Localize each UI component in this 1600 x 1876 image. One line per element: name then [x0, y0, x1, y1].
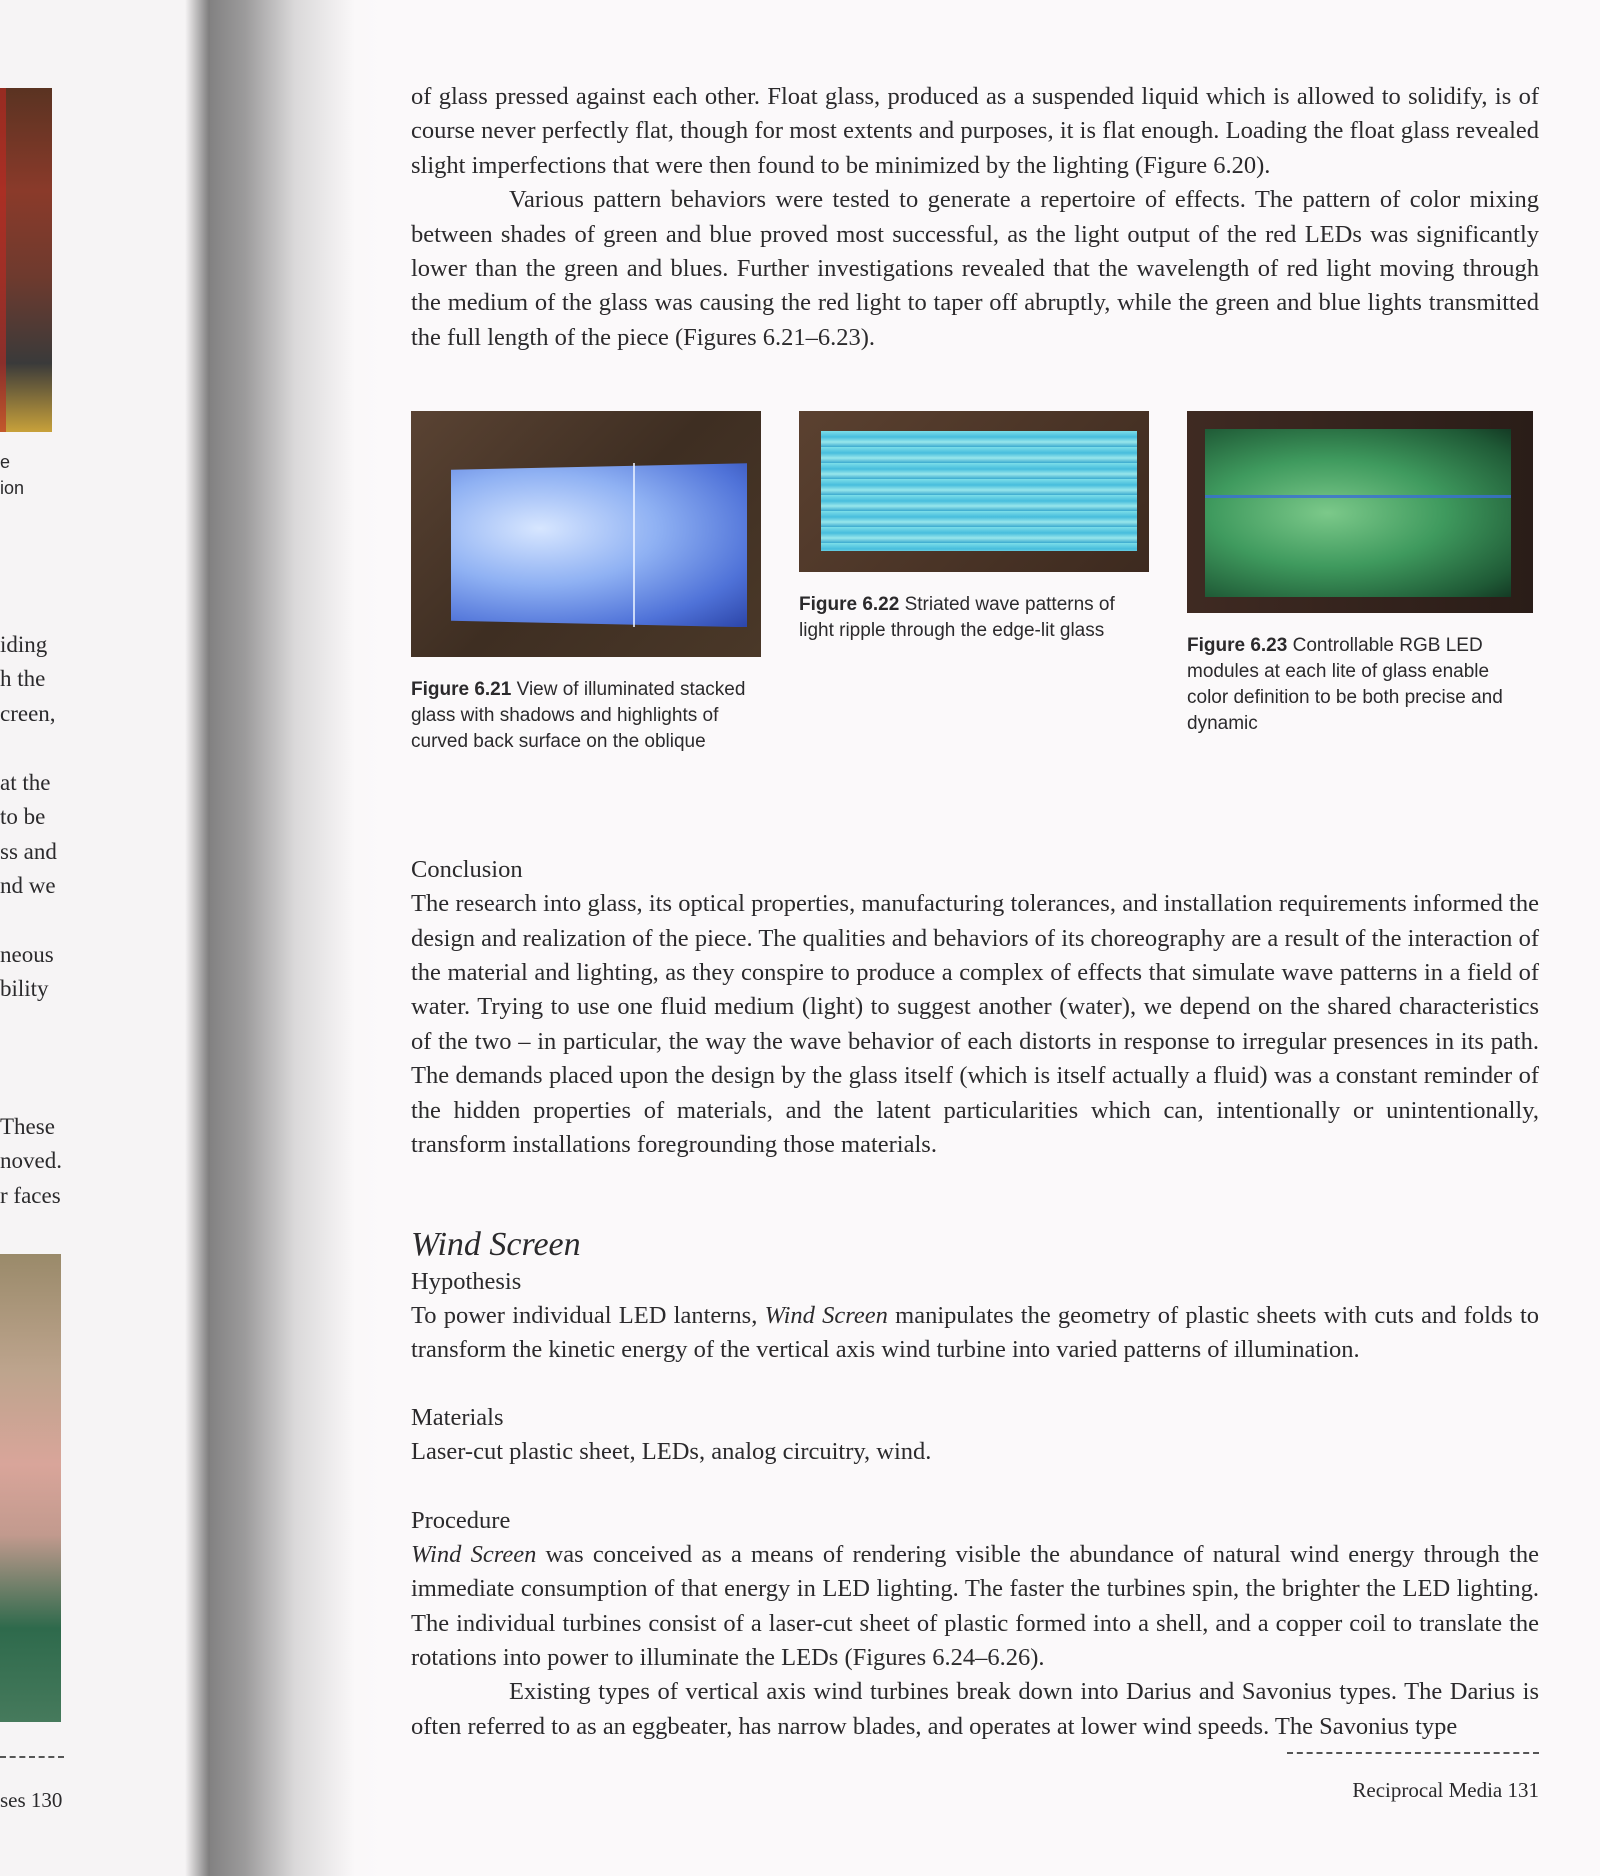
- previous-text-fragment: at the: [0, 770, 51, 795]
- procedure-paragraph: Existing types of vertical axis wind turbines break down into Darius and Savonius types. The Darius is often referred to as an eggbeater, has narrow blades, and operates at lower wind speeds. The Savonius type: [411, 1678, 1539, 1740]
- previous-text-fragment: bility: [0, 976, 49, 1001]
- figure-caption-text: Striated wave patterns of light ripple through the edge-lit glass: [799, 594, 1115, 642]
- figure-label: Figure 6.23: [1187, 635, 1288, 657]
- previous-caption-fragment: e: [0, 452, 11, 472]
- figure-6-21: [411, 411, 761, 755]
- previous-caption-fragment: ion: [0, 478, 25, 498]
- previous-text-fragment: ss and: [0, 839, 57, 864]
- page-folio: Reciprocal Media 131: [1352, 1778, 1539, 1802]
- conclusion-heading: Conclusion: [411, 856, 523, 884]
- previous-text-fragment: r faces: [0, 1183, 61, 1208]
- figure-caption: [799, 592, 1149, 644]
- book-page: [411, 80, 1539, 1744]
- previous-text-fragment: h the: [0, 666, 46, 691]
- conclusion-paragraph: The research into glass, its optical properties, manufacturing tolerances, and installation requirements informed the design and realization of the piece. The qualities and behaviors of its choreography are a result of the interaction of the material and lighting, as they conspire to produce a complex of effects that simulate wave patterns in a field of water. Trying to use one fluid medium (light) to suggest another (water), we depend on the shared characteristics of the two – in particular, the way the wave behavior of each distorts in response to irregular presences in its path. The demands placed upon the design by the glass itself (which is itself actually a fluid) was a constant reminder of the hidden properties of materials, and the latent particularities which can, intentionally or unintentionally, transform installations foregrounding those materials.: [411, 890, 1539, 1159]
- body-paragraph: of glass pressed against each other. Float glass, produced as a suspended liquid which is allowed to solidify, is of course never perfectly flat, though for most extents and purposes, it is flat enough. Loading the float glass revealed slight imperfections that were then found to be minimized by the lighting (Figure 6.20).: [411, 83, 1539, 179]
- figure-6-22: [799, 411, 1149, 644]
- previous-footer-rule: [0, 1756, 64, 1758]
- materials-heading: Materials: [411, 1404, 504, 1432]
- procedure-heading: Procedure: [411, 1506, 511, 1534]
- previous-page-photo-top: [0, 88, 52, 432]
- procedure-paragraph: Wind Screen was conceived as a means of rendering visible the abundance of natural wind energy through the immediate consumption of that energy in LED lighting. The faster the turbines spin, the brighter the LED lighting. The individual turbines consist of a laser-cut sheet of plastic formed into a shell, and a copper coil to translate the rotations into power to illuminate the LEDs (Figures 6.24–6.26).: [411, 1540, 1539, 1671]
- previous-text-fragment: to be: [0, 804, 46, 829]
- hypothesis-heading: Hypothesis: [411, 1267, 522, 1295]
- page-footer: [1287, 1752, 1539, 1803]
- figure-label: Figure 6.21: [411, 679, 512, 701]
- previous-page-folio: ses 130: [0, 1788, 63, 1812]
- materials-paragraph: Laser-cut plastic sheet, LEDs, analog circuitry, wind.: [411, 1438, 932, 1466]
- hypothesis-paragraph: To power individual LED lanterns, Wind Screen manipulates the geometry of plastic sheets with cuts and folds to transform the kinetic energy of the vertical axis wind turbine into varied patterns of illumination.: [411, 1301, 1540, 1363]
- previous-text-fragment: noved.: [0, 1148, 62, 1173]
- figure-image-striated-waves: [799, 411, 1149, 572]
- figure-caption: [411, 677, 761, 755]
- footer-rule: [1287, 1752, 1539, 1754]
- figure-caption: [1187, 633, 1533, 737]
- previous-text-fragment: nd we: [0, 873, 56, 898]
- figure-caption-text: View of illuminated stacked glass with shadows and highlights of curved back surface on the oblique: [411, 679, 746, 753]
- book-spine-shadow: [185, 0, 385, 1876]
- previous-text-fragment: iding: [0, 632, 48, 657]
- figure-label: Figure 6.22: [799, 594, 900, 616]
- figure-6-23: [1187, 411, 1533, 737]
- figure-image-rgb-led-glass: [1187, 411, 1533, 613]
- previous-text-fragment: creen,: [0, 701, 56, 726]
- previous-text-fragment: neous: [0, 942, 54, 967]
- section-title: Wind Screen: [411, 1225, 581, 1263]
- previous-page-fragment: [0, 0, 210, 1876]
- figure-caption-text: Controllable RGB LED modules at each lite of glass enable color definition to be both precise and dynamic: [1187, 635, 1503, 735]
- previous-page-photo-bottom: [0, 1254, 61, 1722]
- figure-image-illuminated-glass: [411, 411, 761, 657]
- body-paragraph: Various pattern behaviors were tested to generate a repertoire of effects. The pattern of color mixing between shades of green and blue proved most successful, as the light output of the red LEDs was significantly lower than the green and blues. Further investigations revealed that the wavelength of red light moving through the medium of the glass was causing the red light to taper off abruptly, while the green and blue lights transmitted the full length of the piece (Figures 6.21–6.23).: [411, 186, 1539, 351]
- figure-row: [411, 411, 1539, 827]
- previous-text-fragment: These: [0, 1114, 55, 1139]
